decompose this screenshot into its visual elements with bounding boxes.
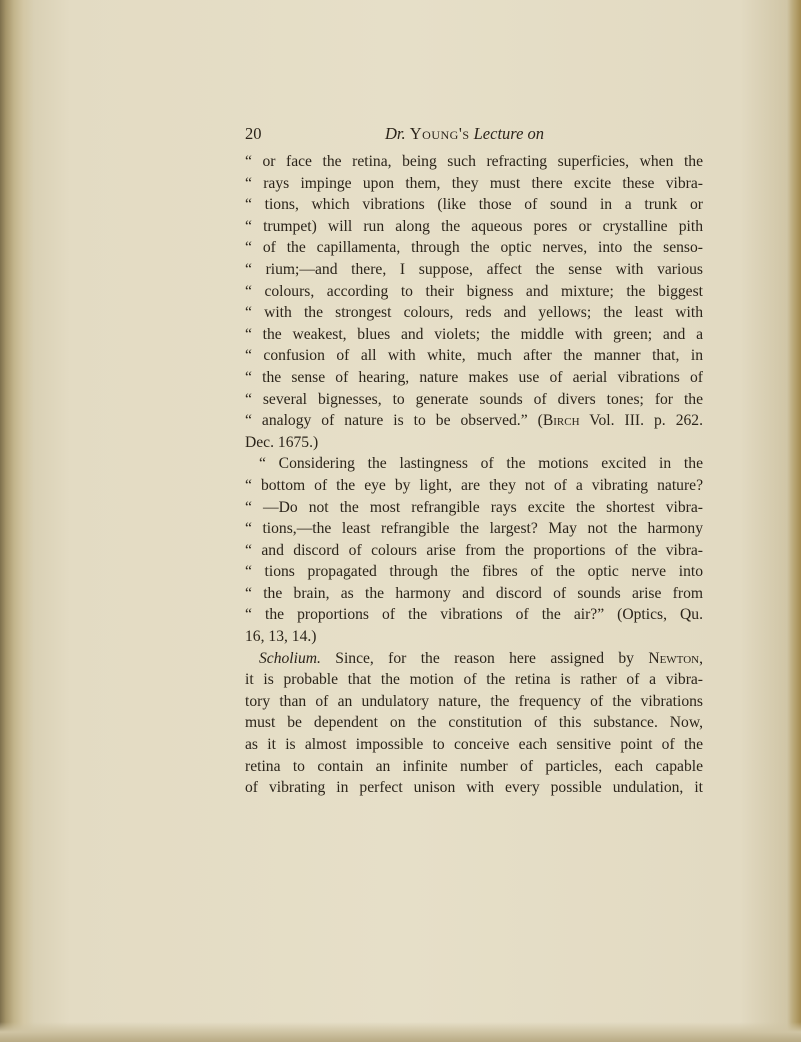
text-line: “ the proportions of the vibrations of the air?” (Optics, Qu. [245, 606, 703, 624]
scholium-name: Newton [648, 649, 700, 667]
birch-name: Birch [542, 412, 580, 430]
text-line: “ rium;—and there, I suppose, affect the sense with various [245, 260, 703, 278]
text-line: “ or face the retina, being such refracting superficies, when the [245, 153, 703, 170]
text-line: “ tions,—the least refrangible the largest? May not the harmony [245, 520, 703, 538]
birch-citation-line [245, 410, 703, 432]
title-name: Young's [409, 124, 470, 143]
text-line: “ the sense of hearing, nature makes use of aerial vibrations of [245, 368, 703, 386]
page-number: 20 [245, 124, 262, 143]
text-line: “ confusion of all with white, much after the manner that, in [245, 347, 703, 365]
text-line: “ and discord of colours arise from the proportions of the vibra- [245, 541, 703, 559]
scholium-line [245, 648, 703, 670]
birch-after: Vol. III. p. 262. [579, 412, 703, 430]
text-line: “ bottom of the eye by light, are they not of a vibrating nature? [245, 476, 703, 494]
text-line: must be dependent on the constitution of this substance. Now, [245, 714, 703, 732]
page-edge-bottom [0, 1022, 801, 1042]
birch-date: Dec. 1675.) [245, 433, 319, 451]
title-suffix: Lecture on [473, 124, 545, 143]
text-line: it is probable that the motion of the retina is rather of a vibra- [245, 671, 703, 689]
text-line: “ the brain, as the harmony and discord of sounds arise from [245, 584, 703, 602]
text-line: “ tions propagated through the fibres of the optic nerve into [245, 563, 703, 581]
text-line: “ colours, according to their bigness and mixture; the biggest [245, 282, 703, 300]
text-line: as it is almost impossible to conceive each sensitive point of the [245, 736, 703, 754]
text-line: tory than of an undulatory nature, the frequency of the vibrations [245, 692, 703, 710]
text-line: “ several bignesses, to generate sounds of divers tones; for the [245, 390, 703, 408]
text-line: “ trumpet) will run along the aqueous pores or crystalline pith [245, 217, 703, 235]
text-line: “ of the capillamenta, through the optic nerves, into the senso- [245, 239, 703, 257]
text-line: “ the weakest, blues and violets; the middle with green; and a [245, 325, 703, 343]
scholium-label: Scholium. [259, 649, 321, 667]
text-line: retina to contain an infinite number of particles, each capable [245, 757, 703, 775]
text-block [245, 124, 703, 799]
scholium-before: Since, for the reason here assigned by [320, 649, 649, 667]
text-line: “ —Do not the most refrangible rays excite the shortest vibra- [245, 498, 703, 516]
running-title [385, 124, 544, 144]
text-line: of vibrating in perfect unison with every possible undulation, it [245, 779, 703, 797]
optics-reference: 16, 13, 14.) [245, 628, 317, 646]
text-line: “ tions, which vibrations (like those of sound in a trunk or [245, 196, 703, 214]
scholium-after: , [699, 649, 703, 667]
running-header [245, 124, 703, 146]
birch-before: “ analogy of nature is to be observed.” ( [245, 412, 543, 430]
binding-shadow [0, 0, 34, 1042]
text-line: “ Considering the lastingness of the motions excited in the [259, 455, 703, 473]
text-line: “ rays impinge upon them, they must there excite these vibra- [245, 174, 703, 192]
text-line: “ with the strongest colours, reds and yellows; the least with [245, 304, 703, 322]
title-prefix: Dr. [385, 124, 406, 143]
page-edge-right [787, 0, 801, 1042]
